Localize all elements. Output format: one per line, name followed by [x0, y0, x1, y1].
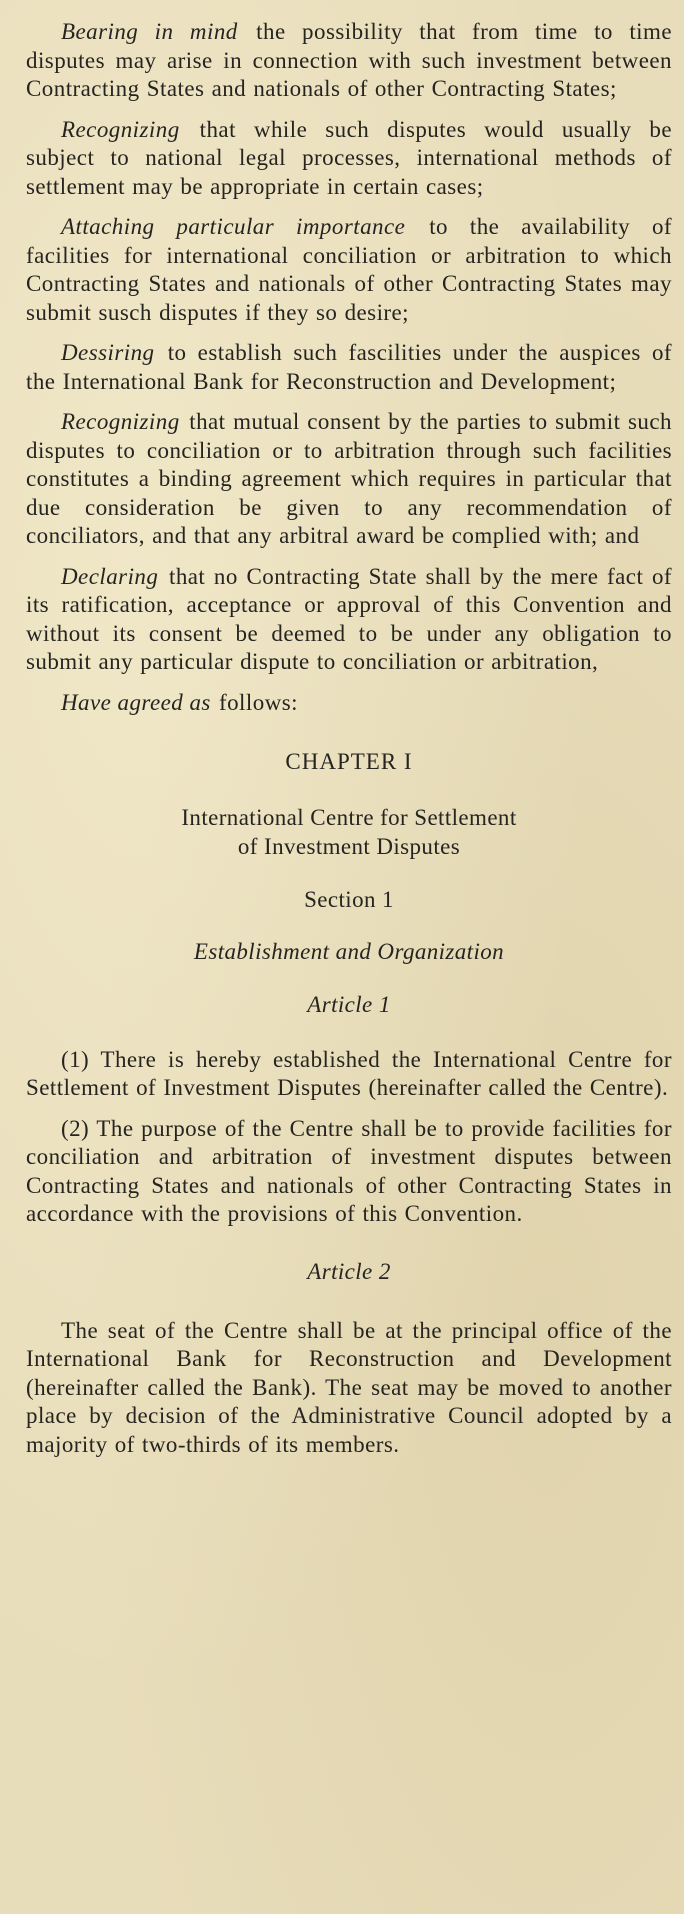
- preamble-text: to establish such fascilities under the auspices of the International Bank for Reconstruction and Development;: [26, 340, 672, 394]
- preamble-paragraph: [26, 563, 672, 677]
- article-heading: Article 1: [307, 991, 391, 1017]
- preamble-text: that no Contracting State shall by the mere fact of its ratification, acceptance or approval of this Convention and without its consent be deemed to be under any obligation to submit any particular dispute to conciliation or arbitration,: [26, 563, 672, 674]
- preamble-lead: Bearing in mind: [61, 19, 238, 44]
- article-paragraph: (2) The purpose of the Centre shall be to provide facilities for conciliation and arbitration of investment disputes between Contracting States and nationals of other Contracting States in accordance with the provisions of this Convention.: [26, 1115, 672, 1226]
- preamble-paragraph: [26, 213, 672, 327]
- preamble-paragraph: [26, 18, 672, 104]
- chapter-title: CHAPTER I: [285, 748, 413, 774]
- preamble-lead: Recognizing: [61, 116, 180, 142]
- closing-clause: [26, 689, 672, 717]
- chapter-subtitle-line: of Investment Disputes: [237, 833, 461, 859]
- preamble-lead: Attaching particular importance: [61, 214, 406, 239]
- article-heading: Article 2: [307, 1258, 391, 1284]
- preamble-lead: Declaring: [61, 563, 159, 589]
- article-paragraph: The seat of the Centre shall be at the principal office of the International Bank for Reconstruction and Development (hereinafter called the Bank). The seat may be moved to another place by decision of the Administrative Council adopted by a majority of two-thirds of its members.: [26, 1317, 672, 1457]
- article-paragraph: (1) There is hereby established the International Centre for Settlement of Investment Disputes (hereinafter called the Centre).: [26, 1046, 672, 1100]
- preamble-text: that while such disputes would usually be subject to national legal processes, international methods of settlement may be appropriate in certain cases;: [26, 116, 672, 199]
- preamble-lead: Recognizing: [61, 409, 180, 434]
- preamble-text: that mutual consent by the parties to submit such disputes to conciliation or to arbitration through such facilities constitutes a binding agreement which requires in particular that due consideration be given to any recommendation of conciliators, and that any arbitral award be complied with; and: [26, 409, 672, 548]
- chapter-subtitle: [26, 803, 672, 861]
- preamble-text: the possibility that from time to time disputes may arise in connection with such investment between Contracting States and nationals of other Contracting States;: [26, 19, 672, 101]
- preamble-paragraph: [26, 408, 672, 551]
- preamble-paragraph: [26, 339, 672, 396]
- section-title: Section 1: [304, 886, 394, 912]
- preamble-paragraph: [26, 116, 672, 202]
- preamble-text: to the availability of facilities for international conciliation or arbitration to which Contracting States and nationals of other Contracting States may submit susch disputes if they so desire;: [26, 214, 673, 325]
- section-subtitle: Establishment and Organization: [193, 938, 505, 964]
- preamble-lead: Dessiring: [61, 340, 155, 365]
- closing-text: follows:: [219, 689, 298, 715]
- closing-lead: Have agreed as: [61, 689, 211, 715]
- chapter-subtitle-line: International Centre for Settlement: [181, 804, 517, 830]
